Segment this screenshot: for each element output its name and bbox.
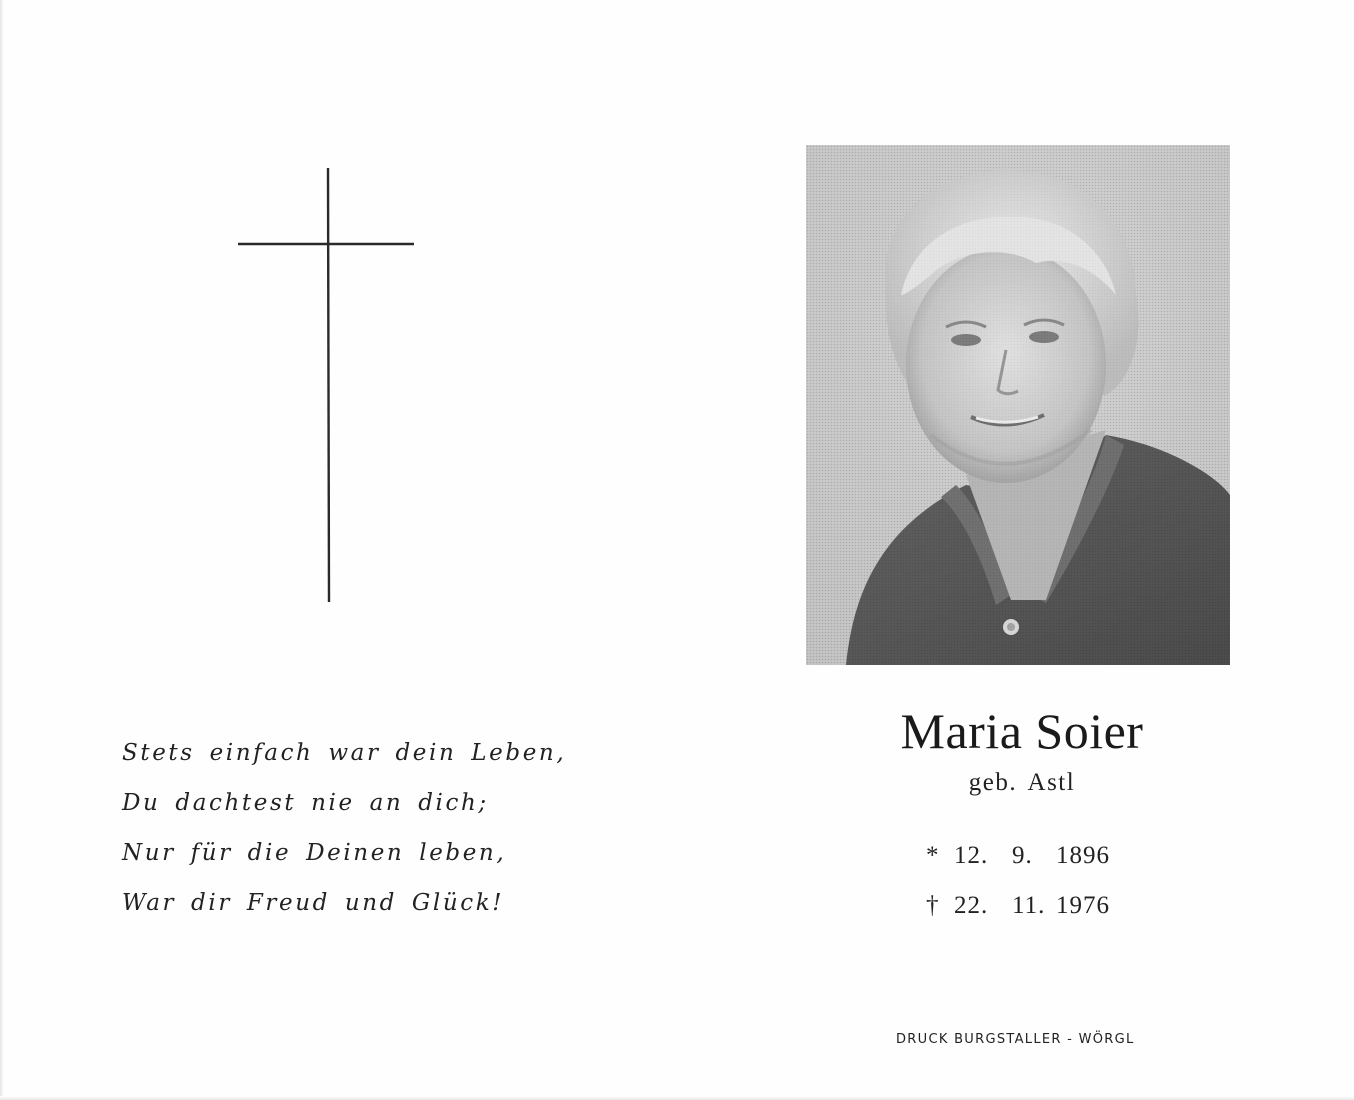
portrait-photo (806, 145, 1230, 665)
card-edge-left (0, 0, 4, 1100)
birth-date (926, 842, 1110, 870)
verse-line: Stets einfach war dein Leben, (122, 740, 567, 766)
verse-line: Du dachtest nie an dich; (122, 790, 489, 816)
card-edge-bottom (0, 1096, 1354, 1100)
death-date (926, 892, 1110, 920)
birth-month: 9. (1012, 842, 1033, 869)
birth-day: 12. (954, 842, 989, 869)
death-day: 22. (954, 892, 989, 919)
birth-star-icon: * (926, 842, 940, 869)
verse-line: War dir Freud und Glück! (122, 890, 505, 916)
verse-line: Nur für die Deinen leben, (122, 840, 507, 866)
deceased-name: Maria Soier (900, 703, 1144, 759)
maiden-name: geb. Astl (968, 769, 1076, 796)
printer-imprint: DRUCK BURGSTALLER - WÖRGL (896, 1032, 1135, 1047)
birth-year: 1896 (1056, 842, 1110, 869)
memorial-verse (122, 728, 622, 928)
death-dagger-icon: † (926, 892, 940, 919)
death-year: 1976 (1056, 892, 1110, 919)
death-month: 11. (1012, 892, 1046, 919)
cross-icon (238, 168, 414, 602)
